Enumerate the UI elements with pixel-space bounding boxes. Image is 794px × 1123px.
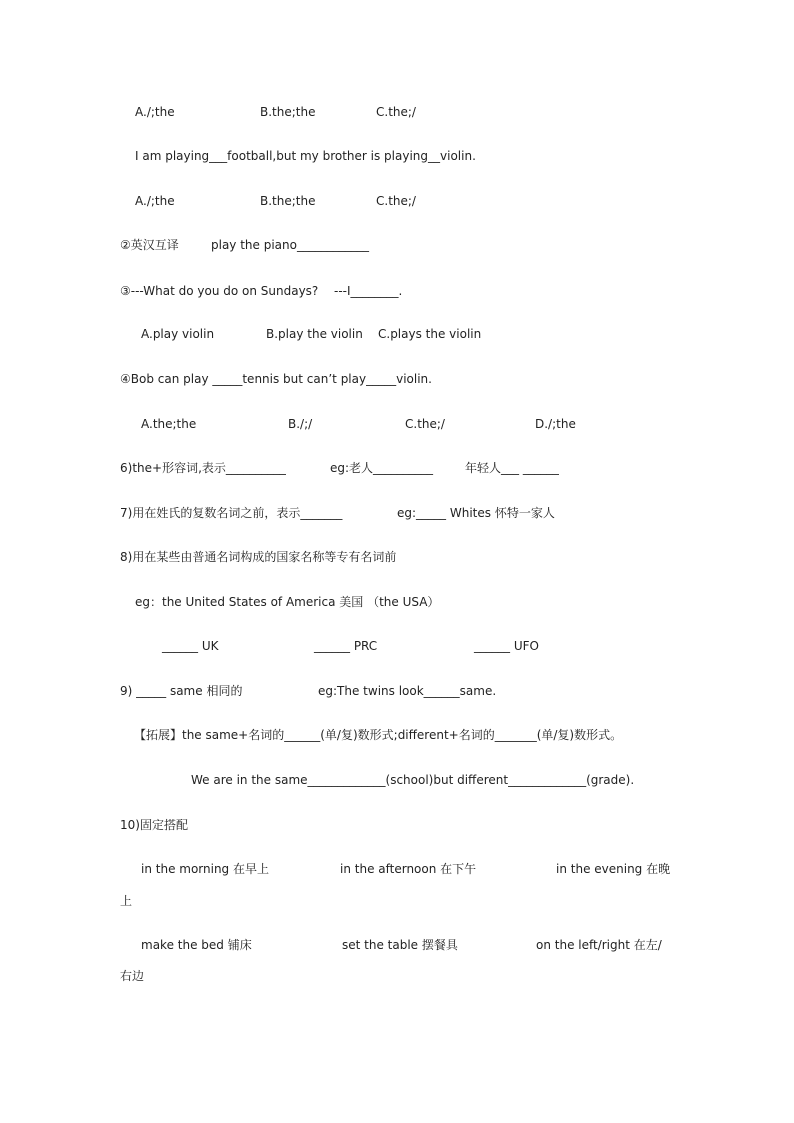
item7-rule: 7)用在姓氏的复数名词之前，表示_______ [120,506,343,520]
q3-answer: ---I________. [334,284,403,298]
item9-rule: 9) _____ same 相同的 [120,684,243,698]
expand-note: 【拓展】the same+名词的______(单/复)数形式;different+名词的_______(单/复)数形式。 [134,728,623,742]
option-b: B./;/ [288,417,313,431]
option-c: C.plays the violin [378,327,482,341]
item-8-rule: 8)用在某些由普通名词构成的国家名称等专有名词前 [120,550,397,564]
option-c: C.the;/ [405,417,445,431]
sentence-playing-football: I am playing___football,but my brother is playing__violin. [135,149,476,163]
item7-example: eg:_____ Whites 怀特一家人 [397,506,555,520]
blank-uk: ______ UK [162,639,219,653]
option-b: B.the;the [260,105,316,119]
question-4: ④Bob can play _____tennis but can’t play_____violin. [120,372,432,386]
q3-question: ③---What do you do on Sundays? [120,284,319,298]
phrase-make-bed: make the bed 铺床 [141,938,252,952]
option-a: A./;the [135,105,175,119]
option-c: C.the;/ [376,194,416,208]
blank-ufo: ______ UFO [474,639,539,653]
phrase-set-table: set the table 摆餐具 [342,938,458,952]
item6-rule: 6)the+形容词,表示__________ [120,461,286,475]
q2-text: play the piano____________ [211,238,369,252]
option-b: B.the;the [260,194,316,208]
phrase-evening-continued: 上 [120,894,133,908]
option-b: B.play the violin [266,327,363,341]
option-a: A.the;the [141,417,197,431]
item6-example-young: 年轻人___ ______ [465,461,559,475]
item6-example-old: eg:老人__________ [330,461,434,475]
phrase-evening: in the evening 在晚 [556,862,671,876]
phrase-left-right: on the left/right 在左/ [536,938,662,952]
q2-label: ②英汉互译 [120,238,179,252]
phrase-morning: in the morning 在早上 [141,862,269,876]
expand-example: We are in the same_____________(school)but different_____________(grade). [191,773,635,787]
item-10-title: 10)固定搭配 [120,818,188,832]
option-a: A./;the [135,194,175,208]
option-d: D./;the [535,417,576,431]
option-c: C.the;/ [376,105,416,119]
blank-prc: ______ PRC [314,639,378,653]
item-8-example: eg：the United States of America 美国 （the USA） [135,595,440,609]
option-a: A.play violin [141,327,215,341]
phrase-left-right-continued: 右边 [120,969,145,983]
phrase-afternoon: in the afternoon 在下午 [340,862,477,876]
item9-example: eg:The twins look______same. [318,684,497,698]
